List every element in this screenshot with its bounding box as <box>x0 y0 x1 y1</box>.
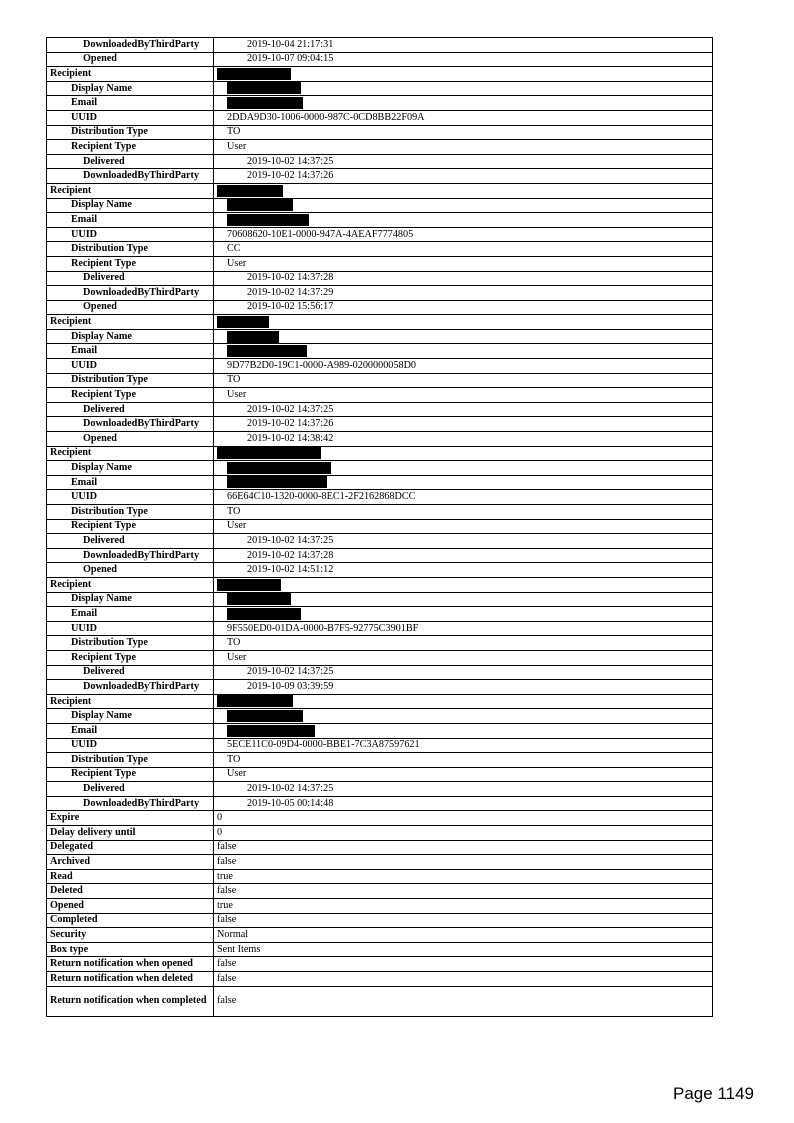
property-value: 66E64C10-1320-0000-8EC1-2F2162868DCC <box>214 490 713 505</box>
property-value <box>214 96 713 111</box>
property-label: Completed <box>47 913 214 928</box>
table-row <box>47 840 713 855</box>
property-value: false <box>214 840 713 855</box>
table-row <box>47 709 713 724</box>
property-label: Return notification when opened <box>47 957 214 972</box>
property-label: DownloadedByThirdParty <box>47 417 214 432</box>
table-row <box>47 826 713 841</box>
property-label: Recipient <box>47 577 214 592</box>
property-label: Email <box>47 213 214 228</box>
table-row <box>47 767 713 782</box>
property-label: Display Name <box>47 329 214 344</box>
property-label: Email <box>47 607 214 622</box>
table-row <box>47 373 713 388</box>
table-row <box>47 942 713 957</box>
property-value: 2019-10-02 14:37:25 <box>214 402 713 417</box>
property-label: Distribution Type <box>47 242 214 257</box>
table-row <box>47 694 713 709</box>
redaction-bar <box>217 316 269 328</box>
table-row <box>47 461 713 476</box>
table-row <box>47 256 713 271</box>
property-label: Return notification when completed <box>47 986 214 1016</box>
property-label: Recipient <box>47 67 214 82</box>
property-value: 2DDA9D30-1006-0000-987C-0CD8BB22F09A <box>214 110 713 125</box>
redaction-bar <box>217 447 321 459</box>
property-value: 2019-10-02 14:37:28 <box>214 548 713 563</box>
property-value <box>214 577 713 592</box>
property-label: UUID <box>47 490 214 505</box>
property-label: Opened <box>47 300 214 315</box>
property-value <box>214 709 713 724</box>
table-row <box>47 213 713 228</box>
property-value <box>214 723 713 738</box>
table-row <box>47 899 713 914</box>
property-label: Recipient Type <box>47 519 214 534</box>
table-row <box>47 271 713 286</box>
table-row <box>47 359 713 374</box>
property-value <box>214 67 713 82</box>
table-row <box>47 796 713 811</box>
property-label: DownloadedByThirdParty <box>47 548 214 563</box>
property-label: UUID <box>47 110 214 125</box>
table-row <box>47 723 713 738</box>
property-label: Delivered <box>47 665 214 680</box>
property-value <box>214 183 713 198</box>
table-row <box>47 183 713 198</box>
redaction-bar <box>217 185 283 197</box>
table-row <box>47 855 713 870</box>
message-properties-table <box>46 37 713 1017</box>
table-row <box>47 621 713 636</box>
table-row <box>47 67 713 82</box>
table-row <box>47 869 713 884</box>
property-label: Delay delivery until <box>47 826 214 841</box>
property-value: false <box>214 913 713 928</box>
table-row <box>47 534 713 549</box>
table-row <box>47 884 713 899</box>
property-value: 5ECE11C0-09D4-0000-BBE1-7C3A87597621 <box>214 738 713 753</box>
table-row <box>47 738 713 753</box>
table-row <box>47 402 713 417</box>
property-value <box>214 213 713 228</box>
property-value: false <box>214 972 713 987</box>
table-row <box>47 577 713 592</box>
table-row <box>47 417 713 432</box>
property-value: false <box>214 957 713 972</box>
property-label: Delivered <box>47 154 214 169</box>
redaction-bar <box>227 97 303 109</box>
property-value <box>214 607 713 622</box>
property-value: 2019-10-02 15:56:17 <box>214 300 713 315</box>
property-label: UUID <box>47 621 214 636</box>
property-label: Opened <box>47 899 214 914</box>
redaction-bar <box>227 593 291 605</box>
property-label: Opened <box>47 52 214 67</box>
property-value: 2019-10-02 14:37:25 <box>214 154 713 169</box>
table-row <box>47 344 713 359</box>
property-label: Email <box>47 344 214 359</box>
property-label: Opened <box>47 563 214 578</box>
property-label: Distribution Type <box>47 505 214 520</box>
property-value: User <box>214 650 713 665</box>
property-value: 9D77B2D0-19C1-0000-A989-0200000058D0 <box>214 359 713 374</box>
table-row <box>47 490 713 505</box>
property-value: 2019-10-04 21:17:31 <box>214 38 713 53</box>
property-value: true <box>214 899 713 914</box>
property-label: Delivered <box>47 402 214 417</box>
property-label: Display Name <box>47 592 214 607</box>
property-value: User <box>214 256 713 271</box>
table-row <box>47 110 713 125</box>
property-label: Display Name <box>47 198 214 213</box>
property-label: Email <box>47 96 214 111</box>
property-value: 0 <box>214 811 713 826</box>
property-value <box>214 315 713 330</box>
property-label: Distribution Type <box>47 753 214 768</box>
property-value: 2019-10-02 14:37:25 <box>214 665 713 680</box>
table-row <box>47 563 713 578</box>
table-row <box>47 753 713 768</box>
property-label: DownloadedByThirdParty <box>47 169 214 184</box>
property-value <box>214 461 713 476</box>
redaction-bar <box>227 725 315 737</box>
redaction-bar <box>217 68 291 80</box>
table-row <box>47 519 713 534</box>
property-label: Read <box>47 869 214 884</box>
redaction-bar <box>217 579 281 591</box>
table-row <box>47 198 713 213</box>
table-row <box>47 242 713 257</box>
property-value: Normal <box>214 928 713 943</box>
property-value: 0 <box>214 826 713 841</box>
property-label: UUID <box>47 359 214 374</box>
property-label: Delivered <box>47 782 214 797</box>
table-row <box>47 154 713 169</box>
property-label: Box type <box>47 942 214 957</box>
property-label: Recipient Type <box>47 767 214 782</box>
property-label: Opened <box>47 432 214 447</box>
property-label: Recipient Type <box>47 650 214 665</box>
table-row <box>47 38 713 53</box>
property-value: 2019-10-02 14:37:26 <box>214 169 713 184</box>
table-row <box>47 388 713 403</box>
property-label: Display Name <box>47 81 214 96</box>
redaction-bar <box>227 608 301 620</box>
table-row <box>47 432 713 447</box>
redaction-bar <box>217 695 293 707</box>
redaction-bar <box>227 214 309 226</box>
property-label: Display Name <box>47 709 214 724</box>
property-value: false <box>214 855 713 870</box>
table-row <box>47 592 713 607</box>
property-value: 2019-10-02 14:37:28 <box>214 271 713 286</box>
table-row <box>47 81 713 96</box>
property-value: TO <box>214 753 713 768</box>
property-label: Recipient <box>47 183 214 198</box>
property-label: Return notification when deleted <box>47 972 214 987</box>
property-label: Email <box>47 723 214 738</box>
property-label: Recipient <box>47 446 214 461</box>
redaction-bar <box>227 710 303 722</box>
property-value <box>214 344 713 359</box>
property-value: TO <box>214 505 713 520</box>
property-label: Distribution Type <box>47 373 214 388</box>
property-value: User <box>214 140 713 155</box>
table-row <box>47 286 713 301</box>
property-label: Distribution Type <box>47 125 214 140</box>
table-row <box>47 928 713 943</box>
page-number: Page 1149 <box>673 1084 754 1103</box>
property-value: true <box>214 869 713 884</box>
property-label: Delivered <box>47 534 214 549</box>
property-value: User <box>214 388 713 403</box>
property-value: 2019-10-02 14:37:26 <box>214 417 713 432</box>
redaction-bar <box>227 462 331 474</box>
property-label: Distribution Type <box>47 636 214 651</box>
property-label: Email <box>47 475 214 490</box>
redaction-bar <box>227 199 293 211</box>
property-value <box>214 329 713 344</box>
property-value: 9F550ED0-01DA-0000-B7F5-92775C3901BF <box>214 621 713 636</box>
property-label: Archived <box>47 855 214 870</box>
property-value: User <box>214 767 713 782</box>
table-row <box>47 96 713 111</box>
property-value: false <box>214 884 713 899</box>
table-row <box>47 680 713 695</box>
property-label: UUID <box>47 227 214 242</box>
property-label: Recipient Type <box>47 140 214 155</box>
table-row <box>47 665 713 680</box>
property-value: CC <box>214 242 713 257</box>
table-body <box>47 38 713 1017</box>
property-label: Recipient Type <box>47 256 214 271</box>
property-label: Delivered <box>47 271 214 286</box>
property-value: 2019-10-02 14:37:25 <box>214 782 713 797</box>
table-row <box>47 548 713 563</box>
property-value: 2019-10-09 03:39:59 <box>214 680 713 695</box>
table-row <box>47 227 713 242</box>
property-value: 2019-10-02 14:37:29 <box>214 286 713 301</box>
property-value: 2019-10-02 14:37:25 <box>214 534 713 549</box>
property-value: TO <box>214 125 713 140</box>
property-label: Delegated <box>47 840 214 855</box>
property-label: DownloadedByThirdParty <box>47 38 214 53</box>
property-label: Recipient <box>47 315 214 330</box>
table-row <box>47 52 713 67</box>
property-value: 2019-10-02 14:38:42 <box>214 432 713 447</box>
table-row <box>47 972 713 987</box>
table-row <box>47 329 713 344</box>
property-value <box>214 81 713 96</box>
property-label: Display Name <box>47 461 214 476</box>
table-row <box>47 125 713 140</box>
property-label: DownloadedByThirdParty <box>47 680 214 695</box>
table-row <box>47 475 713 490</box>
property-value: User <box>214 519 713 534</box>
table-row <box>47 140 713 155</box>
property-value: false <box>214 986 713 1016</box>
property-value: TO <box>214 373 713 388</box>
table-row <box>47 505 713 520</box>
property-label: DownloadedByThirdParty <box>47 286 214 301</box>
table-row <box>47 986 713 1016</box>
property-value <box>214 592 713 607</box>
property-value: TO <box>214 636 713 651</box>
table-row <box>47 446 713 461</box>
redaction-bar <box>227 345 307 357</box>
property-value: 2019-10-05 00:14:48 <box>214 796 713 811</box>
property-value <box>214 198 713 213</box>
property-value: 2019-10-07 09:04:15 <box>214 52 713 67</box>
property-label: Recipient <box>47 694 214 709</box>
property-label: Recipient Type <box>47 388 214 403</box>
table-row <box>47 913 713 928</box>
property-label: Deleted <box>47 884 214 899</box>
redaction-bar <box>227 476 327 488</box>
table-row <box>47 300 713 315</box>
table-row <box>47 169 713 184</box>
property-value <box>214 694 713 709</box>
property-value: 2019-10-02 14:51:12 <box>214 563 713 578</box>
table-row <box>47 650 713 665</box>
property-label: DownloadedByThirdParty <box>47 796 214 811</box>
property-label: Expire <box>47 811 214 826</box>
table-row <box>47 636 713 651</box>
table-row <box>47 957 713 972</box>
table-row <box>47 782 713 797</box>
table-row <box>47 315 713 330</box>
property-label: UUID <box>47 738 214 753</box>
redaction-bar <box>227 82 301 94</box>
table-row <box>47 811 713 826</box>
property-value <box>214 446 713 461</box>
property-label: Security <box>47 928 214 943</box>
property-value <box>214 475 713 490</box>
redaction-bar <box>227 331 279 343</box>
property-value: 70608620-10E1-0000-947A-4AEAF7774805 <box>214 227 713 242</box>
table-row <box>47 607 713 622</box>
property-value: Sent Items <box>214 942 713 957</box>
